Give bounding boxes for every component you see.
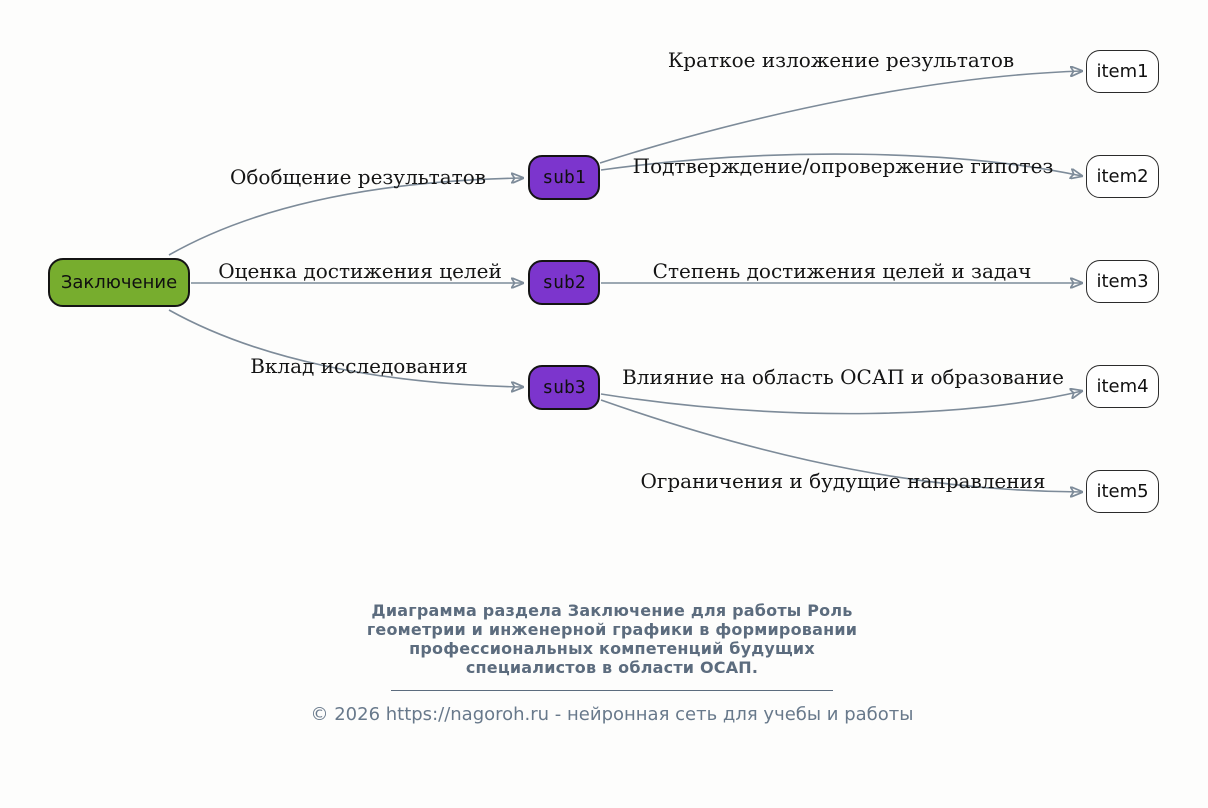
node-sub2: sub2	[528, 260, 600, 305]
node-root: Заключение	[48, 258, 190, 307]
caption-title-line: геометрии и инженерной графики в формировании	[366, 620, 858, 639]
node-sub1: sub1	[528, 155, 600, 200]
edge-label-sub3-item5: Ограничения и будущие направления	[640, 469, 1046, 493]
node-item5: item5	[1086, 470, 1159, 513]
edge-label-sub2-item3: Степень достижения целей и задач	[652, 259, 1032, 283]
edge-label-sub3-item4: Влияние на область ОСАП и образование	[622, 365, 1064, 389]
node-item3: item3	[1086, 260, 1159, 303]
caption-title-line: специалистов в области ОСАП.	[465, 658, 759, 677]
node-sub3: sub3	[528, 365, 600, 410]
footer-caption	[292, 601, 932, 725]
node-item2: item2	[1086, 155, 1159, 198]
caption-copyright: © 2026 https://nagoroh.ru - нейронная сеть для учебы и работы	[310, 704, 914, 725]
node-item1: item1	[1086, 50, 1159, 93]
edge-label-root-sub2: Оценка достижения целей	[218, 259, 502, 283]
node-item4: item4	[1086, 365, 1159, 408]
caption-title	[292, 601, 932, 677]
edge-root-sub1	[169, 178, 523, 255]
edge-label-root-sub3: Вклад исследования	[250, 354, 468, 378]
edge-sub3-item4	[601, 391, 1082, 414]
caption-title-line: профессиональных компетенций будущих	[409, 639, 815, 658]
edge-label-sub1-item2: Подтверждение/опровержение гипотез	[632, 154, 1054, 178]
edge-sub1-item1	[600, 71, 1082, 163]
caption-title-line: Диаграмма раздела Заключение для работы Роль	[371, 601, 853, 620]
caption-divider	[391, 690, 833, 691]
edge-label-root-sub1: Обобщение результатов	[229, 165, 487, 189]
edge-label-sub1-item1: Краткое изложение результатов	[667, 48, 1015, 72]
